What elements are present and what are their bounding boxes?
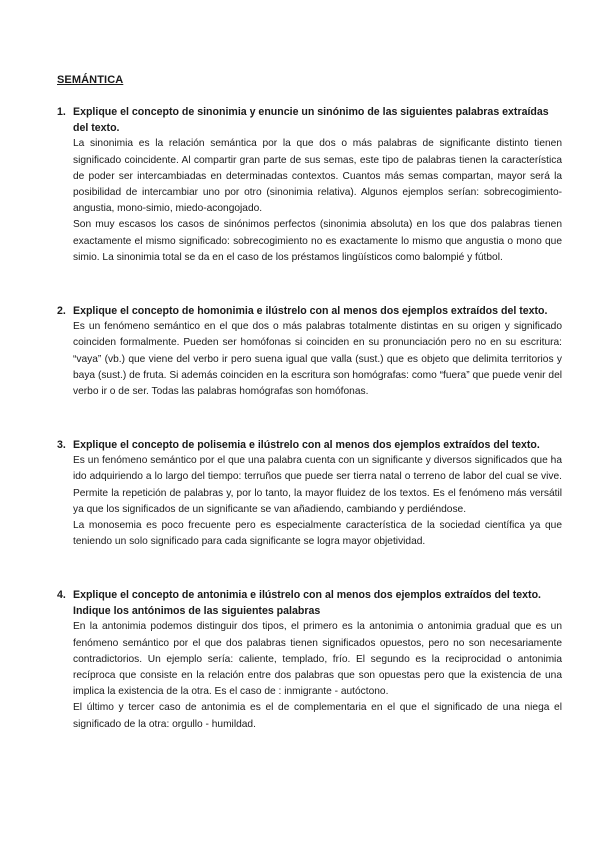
question-number: 1. <box>57 106 66 118</box>
answer-paragraph: La sinonimia es la relación semántica por la que dos o más palabras de significante distinto tienen significado coincidente. Al compartir gran parte de sus semas, este tipo de palabras tienen la característica de poder ser intercambiadas en determinadas contextos. Cuantos más semas compartan, mayor será la posibilidad de intercambiar uno por otro (sinonimia relativa). Algunos ejemplos serían: sobrecogimiento-angustia, mono-simio, miedo-acongojado. <box>73 138 562 215</box>
question-text: Explique el concepto de sinonimia y enuncie un sinónimo de las siguientes palabras extraídas del texto. <box>73 106 549 135</box>
answer-paragraph: La monosemia es poco frecuente pero es especialmente característica de la sociedad científica ya que teniendo un solo significado para cada significante se logra mayor objetividad. <box>73 520 562 548</box>
answer-text <box>57 136 562 266</box>
answer-text <box>57 453 562 550</box>
question-subheading: Indique los antónimos de las siguientes palabras <box>73 605 321 618</box>
question-heading <box>57 587 562 603</box>
question-number: 3. <box>57 439 66 451</box>
answer-paragraph: En la antonimia podemos distinguir dos tipos, el primero es la antonimia o antonimia gradual que es un fenómeno semántico por el que dos palabras tienen significados opuestos, pero no son necesariamente contradictorios. Un ejemplo sería: caliente, templado, frío. El segundo es la reciprocidad o antonimia recíproca que consiste en la relación entre dos palabras que son opuestas pero que la existencia de una implica la existencia de la otra. Es el caso de : inmigrante - autóctono. <box>73 621 562 698</box>
answer-paragraph: Es un fenómeno semántico por el que una palabra cuenta con un significante y diversos significados que ha ido adquiriendo a lo largo del tiempo: terruños que puede ser tierra natal o terreno de labor del cual se vive. Permite la repetición de palabras y, por lo tanto, la mayor fluidez de los textos. Es el fenómeno más versátil ya que los significados de un significante se van añadiendo, cambiando y perdiéndose. <box>73 455 562 515</box>
question-heading <box>57 437 562 453</box>
question-number: 4. <box>57 589 66 601</box>
answer-paragraph: El último y tercer caso de antonimia es el de complementaria en el que el significado de una niega el significado de la otra: orgullo - humildad. <box>73 702 562 730</box>
answer-text <box>57 319 562 400</box>
question-heading <box>57 104 562 136</box>
question-text: Explique el concepto de antonimia e ilústrelo con al menos dos ejemplos extraídos del texto. <box>73 589 542 601</box>
section-sinonimia <box>57 104 562 266</box>
answer-text <box>57 619 562 732</box>
question-text: Explique el concepto de homonimia e ilústrelo con al menos dos ejemplos extraídos del texto. <box>73 305 548 317</box>
page-title: SEMÁNTICA <box>57 74 124 86</box>
question-number: 2. <box>57 305 66 317</box>
section-homonimia <box>57 303 562 400</box>
answer-paragraph: Son muy escasos los casos de sinónimos perfectos (sinonimia absoluta) en los que dos palabras tienen exactamente el mismo significado: sobrecogimiento no es exactamente lo mismo que angustia o mono que simio. La sinonimia total se da en el caso de los préstamos lingüísticos como balompié y fútbol. <box>73 219 562 263</box>
question-text: Explique el concepto de polisemia e ilústrelo con al menos dos ejemplos extraídos del texto. <box>73 439 540 451</box>
answer-paragraph: Es un fenómeno semántico en el que dos o más palabras totalmente distintas en su origen y significado coinciden formalmente. Pueden ser homófonas si coinciden en su pronunciación pero no en su escritura: “vaya” (vb.) que viene del verbo ir pero suena igual que valla (sust.) que es objeto que delimita territorios y baya (sust.) de fruta. Si además coinciden en la escritura son homógrafas: como “fuera” que puede venir del verbo ir o de ser. Todas las palabras homógrafas son homófonas. <box>73 321 562 398</box>
section-antonimia <box>57 587 562 733</box>
question-heading <box>57 303 562 319</box>
section-polisemia <box>57 437 562 550</box>
